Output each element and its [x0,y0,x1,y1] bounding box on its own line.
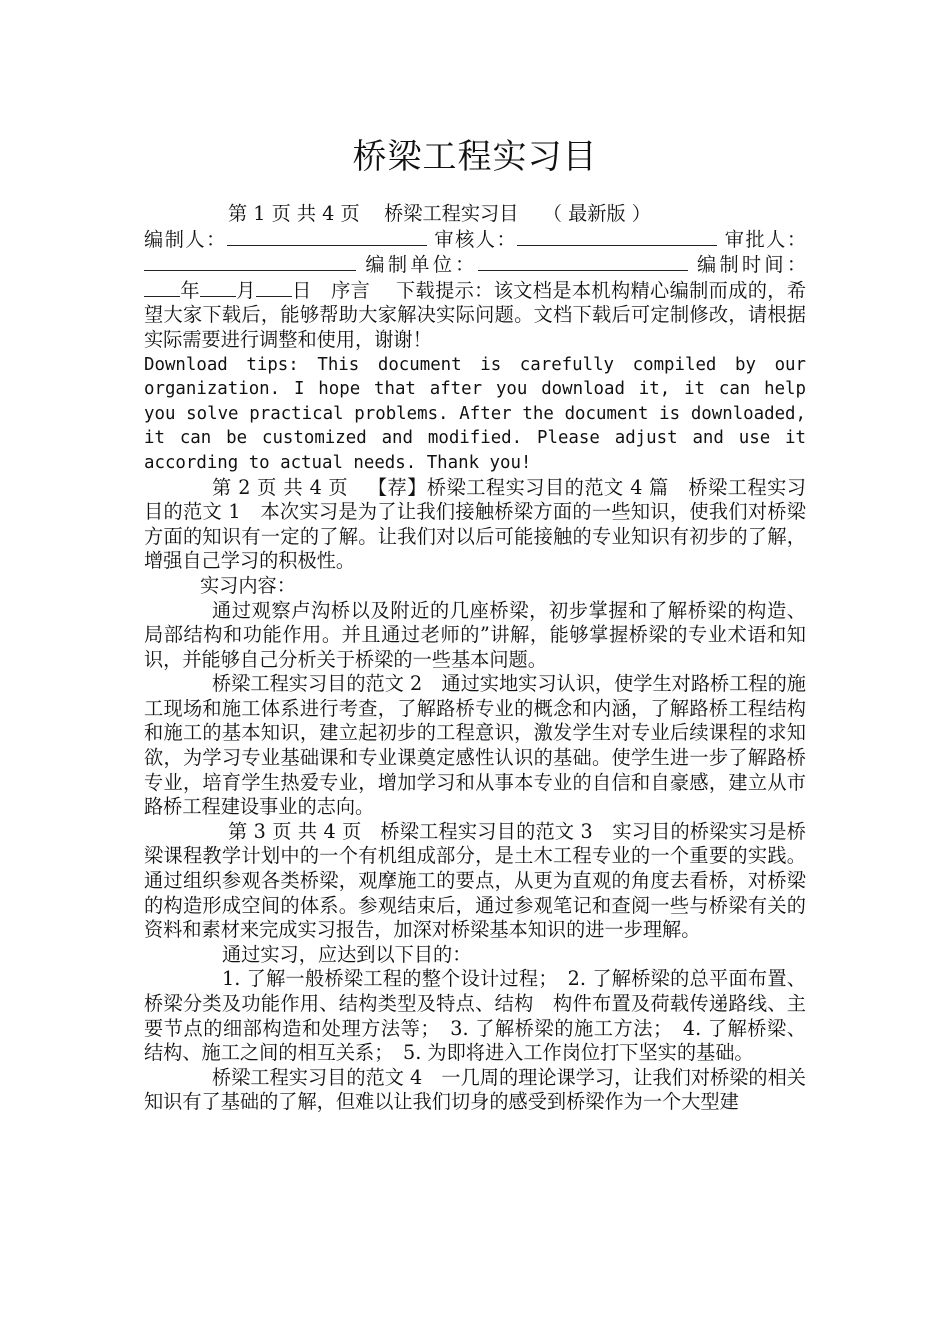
time-label-cont: 间： [764,253,807,277]
unit-label: 编制单位： [365,253,478,277]
page-indicator: 第 1 页 共 4 页 [228,202,360,225]
time-label: 编制时 [697,253,765,277]
document-title: 桥梁工程实习目 [352,137,598,177]
english-tip: Download tips: This document is carefully compiled by our organization. I hope that after you download it, it can help you solve practical problems. After the document is downloaded, it can be customized and modified. Please adjust and use it according to actual needs. Thank you! [144,354,806,473]
reviewer-label: 审核人： [434,227,518,251]
unit-blank [478,252,688,271]
paragraph-3: 通过观察卢沟桥以及附近的几座桥梁，初步掌握和了解桥梁的构造、局部结构和功能作用。并且通过老师的”讲解，能够掌握桥梁的专业术语和知识，并能够自己分析关于桥梁的一些基本问题。 [144,598,806,671]
page-indicator-3: 第 3 页 共 4 页 [228,819,362,843]
header-info [144,202,806,227]
approver-label-cont: 人： [766,227,807,251]
paragraph-7: 1. 了解一般桥梁工程的整个设计过程； 2. 了解桥梁的总平面布置、桥梁分类及功能作用、结构类型及特点、结构 构件布置及荷载传递路线、主要节点的细部构造和处理方法等； 3. 了解桥梁的施工方法； 4. 了解桥梁、结构、施工之间的相互关系； 5. 为即将进入工作岗位打下坚实的基础。 [144,967,806,1065]
month-blank [200,278,236,297]
approver-label: 审批 [724,227,767,251]
meta-block [144,227,806,353]
paragraph-5-text: 桥梁工程实习目的范文 3 实习目的桥梁实习是桥梁课程教学计划中的一个有机组成部分，是土木工程专业的一个重要的实践。通过组织参观各类桥梁，观摩施工的要点，从更为直观的角度去看桥，对桥梁的构造形成空间的体系。参观结束后，通过参观笔记和查阅一些与桥梁有关的资料和素材来完成实习报告，加深对桥梁基本知识的进一步理解。 [144,819,806,942]
document-page [144,118,806,1115]
year-blank [144,278,180,297]
paragraph-1 [144,476,806,574]
paragraph-1-text: 【荐】桥梁工程实习目的范文 4 篇 桥梁工程实习目的范文 1 本次实习是为了让我们接触桥梁方面的一些知识，使我们对桥梁方面的知识有一定的了解。让我们对以后可能接触的专业知识有初步的了解，增强自己学习的积极性。 [144,475,806,573]
author-blank [227,227,427,246]
paragraph-8: 桥梁工程实习目的范文 4 一几周的理论课学习，让我们对桥梁的相关知识有了基础的了解，但难以让我们切身的感受到桥梁作为一个大型建 [144,1065,806,1114]
author-label: 编制人： [144,227,227,251]
paragraph-2: 实习内容： [200,573,296,597]
paragraph-5 [144,820,806,943]
page-indicator-2: 第 2 页 共 4 页 [212,475,349,499]
download-tip: 下载提示：该文档是本机构精心编制而成的，希望大家下载后，能够帮助大家解决实际问题。文档下载后可定制修改，请根据实际需要进行调整和使用，谢谢！ [144,278,807,351]
paragraph-6: 通过实习，应达到以下目的： [222,942,472,966]
version-label: （ 最新版 ） [542,202,651,225]
header-doc-title: 桥梁工程实习目 [384,202,519,225]
reviewer-blank [517,227,717,246]
day-blank [256,278,292,297]
approver-blank [144,252,356,271]
day-label: 日 [291,278,312,302]
paragraph-4: 桥梁工程实习目的范文 2 通过实地实习认识，使学生对路桥工程的施工现场和施工体系进行考查，了解路桥专业的概念和内涵，了解路桥工程结构和施工的基本知识，建立起初步的工程意识，激发学生对专业后续课程的求知欲，为学习专业基础课和专业课奠定感性认识的基础。使学生进一步了解路桥专业，培育学生热爱专业，增加学习和从事本专业的自信和自豪感，建立从市路桥工程建设事业的志向。 [144,672,806,819]
year-label: 年 [180,278,200,302]
month-label: 月 [235,278,256,302]
preface-label: 序言 [331,278,371,302]
